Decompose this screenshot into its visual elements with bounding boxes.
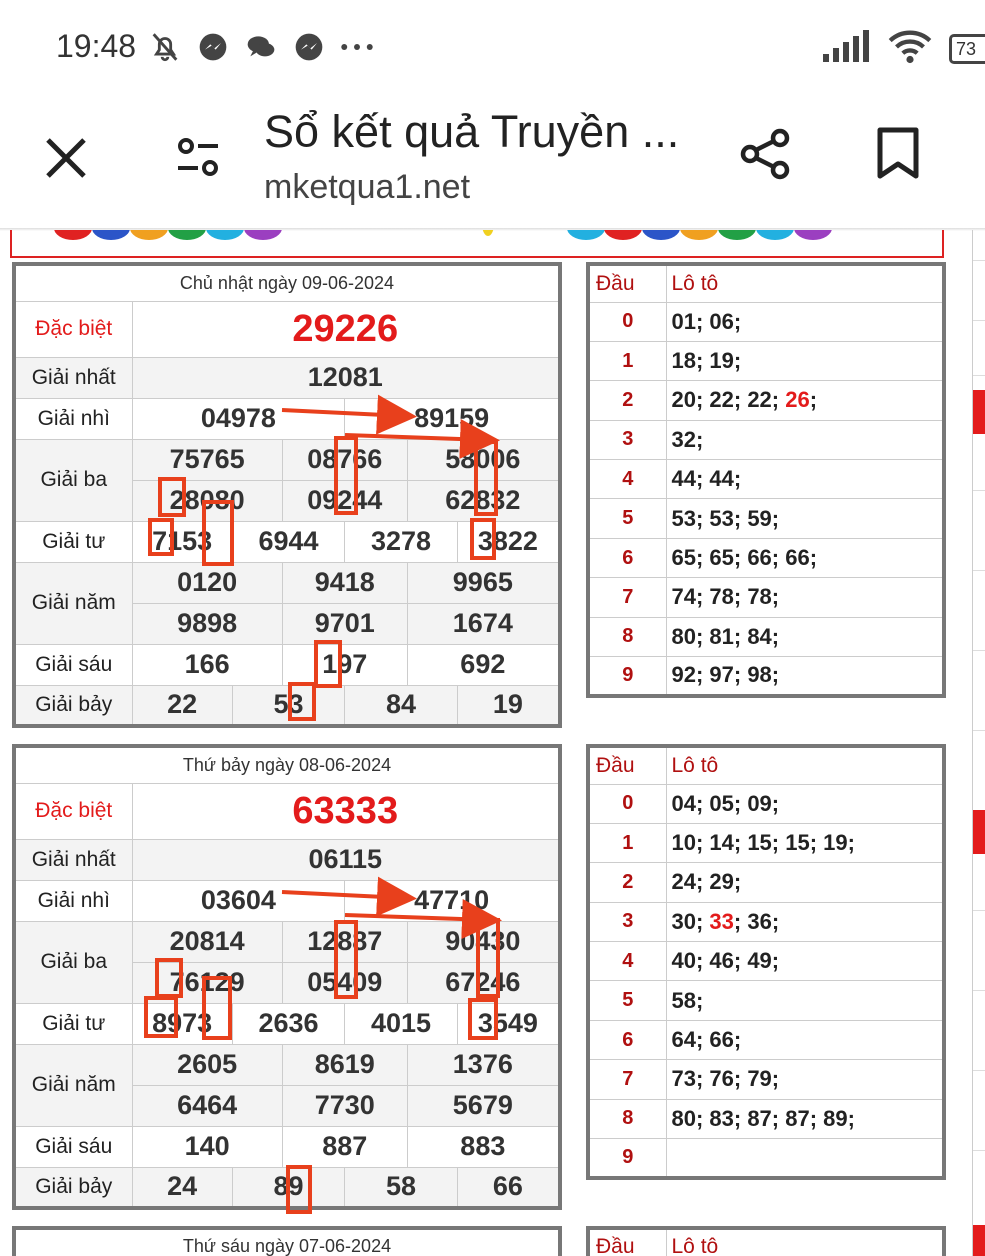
page-title: Sổ kết quả Truyền ... <box>264 106 680 157</box>
fifth-prize-value: 1674 <box>407 603 560 644</box>
loto-values: 64; 66; <box>666 1020 944 1059</box>
fourth-prize-label: Giải tư <box>14 521 132 562</box>
loto-head: 9 <box>588 657 666 696</box>
sixth-prize-value: 887 <box>282 1126 407 1167</box>
web-page <box>0 230 985 1256</box>
result-table <box>12 1226 562 1256</box>
battery-indicator: 73 <box>949 34 985 64</box>
loto-values: 30; 33; 36; <box>666 902 944 941</box>
loto-values: 65; 65; 66; 66; <box>666 538 944 577</box>
second-prize-value: 04978 <box>132 398 345 439</box>
fifth-prize-label: Giải năm <box>14 1044 132 1126</box>
loto-head: 1 <box>588 341 666 380</box>
fifth-prize-value: 6464 <box>132 1085 282 1126</box>
loto-head: 0 <box>588 302 666 341</box>
loto-table <box>586 262 946 698</box>
fourth-prize-value: 7153 <box>132 521 232 562</box>
sixth-prize-value: 692 <box>407 644 560 685</box>
signal-icon <box>823 30 871 67</box>
third-prize-value: 28080 <box>132 480 282 521</box>
loto-values: 20; 22; 22; 26; <box>666 381 944 420</box>
second-prize-label: Giải nhì <box>14 880 132 921</box>
fifth-prize-value: 9965 <box>407 562 560 603</box>
fifth-prize-value: 9418 <box>282 562 407 603</box>
notification-icons <box>148 30 374 64</box>
wifi-icon <box>887 28 933 69</box>
seventh-prize-value: 24 <box>132 1167 232 1208</box>
second-prize-value: 03604 <box>132 880 345 921</box>
loto-head: 3 <box>588 420 666 459</box>
loto-values: 10; 14; 15; 15; 19; <box>666 823 944 862</box>
loto-head: 3 <box>588 902 666 941</box>
loto-values: 44; 44; <box>666 460 944 499</box>
loto-head: 5 <box>588 981 666 1020</box>
system-icons <box>823 28 985 69</box>
fifth-prize-label: Giải năm <box>14 562 132 644</box>
bookmark-icon[interactable] <box>870 126 926 182</box>
second-prize-value: 89159 <box>345 398 560 439</box>
loto-head: 4 <box>588 942 666 981</box>
result-date: Thứ sáu ngày 07-06-2024 <box>14 1228 560 1256</box>
loto-values: 92; 97; 98; <box>666 657 944 696</box>
dau-header: Đầu <box>588 264 666 302</box>
messenger-icon <box>292 30 326 64</box>
seventh-prize-value: 58 <box>345 1167 458 1208</box>
fifth-prize-value: 9701 <box>282 603 407 644</box>
loto-values: 74; 78; 78; <box>666 578 944 617</box>
site-banner <box>10 230 944 258</box>
loto-header: Lô tô <box>666 264 944 302</box>
loto-head: 2 <box>588 381 666 420</box>
result-table <box>12 744 562 1210</box>
first-prize-value: 12081 <box>132 357 560 398</box>
third-prize-value: 05409 <box>282 962 407 1003</box>
third-prize-value: 62832 <box>407 480 560 521</box>
loto-head: 7 <box>588 1060 666 1099</box>
loto-header: Lô tô <box>666 746 944 784</box>
fifth-prize-value: 5679 <box>407 1085 560 1126</box>
third-prize-value: 67246 <box>407 962 560 1003</box>
fourth-prize-value: 2636 <box>232 1003 345 1044</box>
loto-values: 58; <box>666 981 944 1020</box>
close-icon[interactable] <box>40 132 92 184</box>
third-prize-value: 12887 <box>282 921 407 962</box>
loto-head: 6 <box>588 1020 666 1059</box>
loto-values: 24; 29; <box>666 863 944 902</box>
first-prize-label: Giải nhất <box>14 357 132 398</box>
sixth-prize-label: Giải sáu <box>14 644 132 685</box>
loto-table <box>586 744 946 1180</box>
share-icon[interactable] <box>738 126 794 182</box>
fourth-prize-value: 4015 <box>345 1003 458 1044</box>
loto-values: 04; 05; 09; <box>666 784 944 823</box>
loto-values: 73; 76; 79; <box>666 1060 944 1099</box>
loto-table <box>586 1226 946 1256</box>
fourth-prize-label: Giải tư <box>14 1003 132 1044</box>
loto-values: 32; <box>666 420 944 459</box>
messenger-icon <box>196 30 230 64</box>
loto-values: 18; 19; <box>666 341 944 380</box>
fifth-prize-value: 0120 <box>132 562 282 603</box>
fifth-prize-value: 7730 <box>282 1085 407 1126</box>
special-prize-label: Đặc biệt <box>14 301 132 357</box>
loto-highlight: 33 <box>709 908 734 934</box>
sixth-prize-value: 140 <box>132 1126 282 1167</box>
loto-head: 0 <box>588 784 666 823</box>
dau-header: Đầu <box>588 746 666 784</box>
second-prize-value: 47710 <box>345 880 560 921</box>
fourth-prize-value: 6944 <box>232 521 345 562</box>
third-prize-label: Giải ba <box>14 439 132 521</box>
seventh-prize-value: 66 <box>457 1167 560 1208</box>
loto-values: 01; 06; <box>666 302 944 341</box>
loto-highlight: 26 <box>785 387 810 413</box>
status-time: 19:48 <box>56 28 137 64</box>
fifth-prize-value: 8619 <box>282 1044 407 1085</box>
loto-head: 8 <box>588 617 666 656</box>
third-prize-value: 76129 <box>132 962 282 1003</box>
loto-head: 1 <box>588 823 666 862</box>
fourth-prize-value: 3549 <box>457 1003 560 1044</box>
first-prize-label: Giải nhất <box>14 839 132 880</box>
third-prize-label: Giải ba <box>14 921 132 1003</box>
seventh-prize-value: 89 <box>232 1167 345 1208</box>
third-prize-value: 58006 <box>407 439 560 480</box>
seventh-prize-value: 53 <box>232 685 345 726</box>
seventh-prize-label: Giải bảy <box>14 685 132 726</box>
result-table <box>12 262 562 728</box>
loto-values: 40; 46; 49; <box>666 942 944 981</box>
fifth-prize-value: 9898 <box>132 603 282 644</box>
second-prize-label: Giải nhì <box>14 398 132 439</box>
loto-values: 80; 83; 87; 87; 89; <box>666 1099 944 1138</box>
browser-toolbar <box>0 96 985 230</box>
loto-head: 8 <box>588 1099 666 1138</box>
loto-head: 4 <box>588 460 666 499</box>
loto-header: Lô tô <box>666 1228 944 1256</box>
third-prize-value: 90430 <box>407 921 560 962</box>
seventh-prize-value: 19 <box>457 685 560 726</box>
sidebar-partial <box>972 230 985 1256</box>
special-prize-label: Đặc biệt <box>14 783 132 839</box>
seventh-prize-label: Giải bảy <box>14 1167 132 1208</box>
sixth-prize-value: 197 <box>282 644 407 685</box>
loto-head: 2 <box>588 863 666 902</box>
special-prize-value: 29226 <box>132 301 560 357</box>
loto-head: 7 <box>588 578 666 617</box>
fourth-prize-value: 3278 <box>345 521 458 562</box>
seventh-prize-value: 84 <box>345 685 458 726</box>
seventh-prize-value: 22 <box>132 685 232 726</box>
status-bar <box>0 0 985 96</box>
sixth-prize-value: 883 <box>407 1126 560 1167</box>
result-date: Chủ nhật ngày 09-06-2024 <box>14 264 560 301</box>
loto-values: 53; 53; 59; <box>666 499 944 538</box>
first-prize-value: 06115 <box>132 839 560 880</box>
third-prize-value: 09244 <box>282 480 407 521</box>
more-notifications-icon <box>340 30 374 64</box>
loto-head: 6 <box>588 538 666 577</box>
fifth-prize-value: 2605 <box>132 1044 282 1085</box>
special-prize-value: 63333 <box>132 783 560 839</box>
third-prize-value: 75765 <box>132 439 282 480</box>
muted-bell-icon <box>148 30 182 64</box>
chat-bubble-icon <box>244 30 278 64</box>
sixth-prize-value: 166 <box>132 644 282 685</box>
result-date: Thứ bảy ngày 08-06-2024 <box>14 746 560 783</box>
sixth-prize-label: Giải sáu <box>14 1126 132 1167</box>
third-prize-value: 20814 <box>132 921 282 962</box>
loto-head: 9 <box>588 1139 666 1178</box>
fifth-prize-value: 1376 <box>407 1044 560 1085</box>
dau-header: Đầu <box>588 1228 666 1256</box>
loto-head: 5 <box>588 499 666 538</box>
page-settings-icon[interactable] <box>172 132 224 184</box>
fourth-prize-value: 3822 <box>457 521 560 562</box>
loto-values: 80; 81; 84; <box>666 617 944 656</box>
loto-values <box>666 1139 944 1178</box>
page-url[interactable]: mketqua1.net <box>264 168 471 206</box>
fourth-prize-value: 8973 <box>132 1003 232 1044</box>
third-prize-value: 08766 <box>282 439 407 480</box>
